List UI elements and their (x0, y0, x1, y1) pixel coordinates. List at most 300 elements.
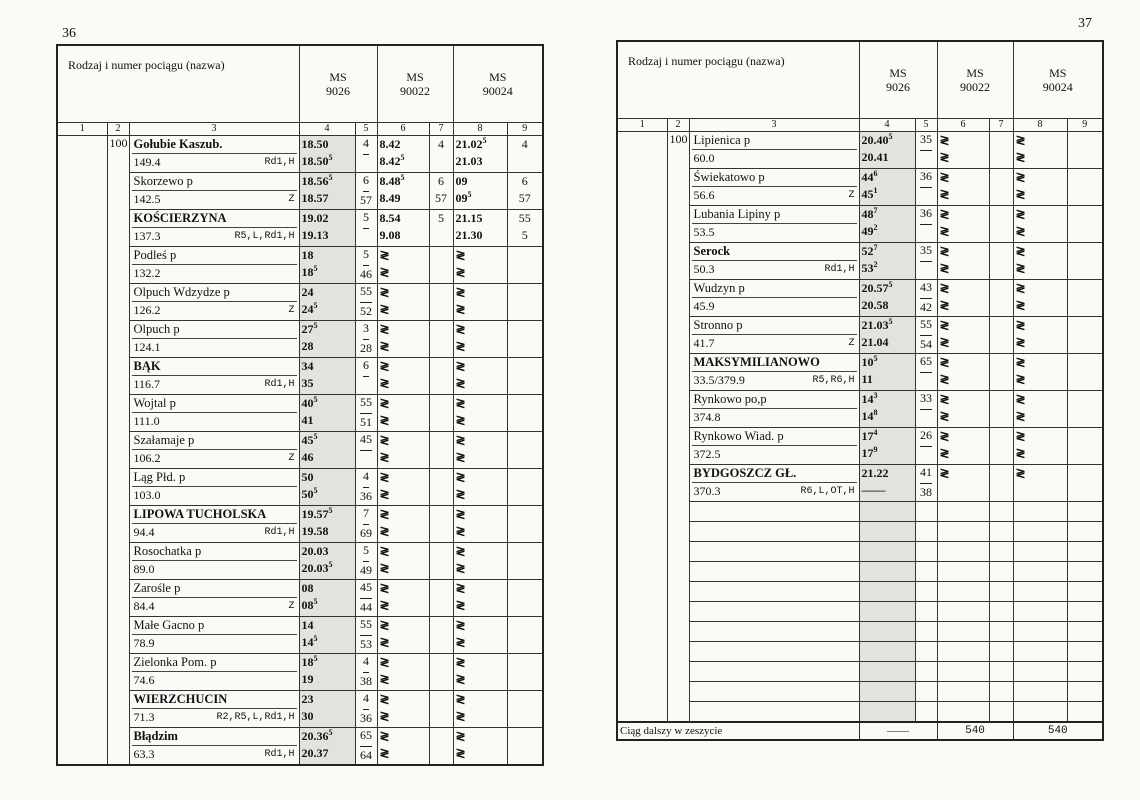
platform-9026 (915, 428, 937, 465)
platform-value (992, 317, 1011, 334)
arrival-time-value: 14 (301, 618, 314, 632)
platform-value (1070, 428, 1101, 445)
departure-time-sup: 5 (313, 264, 318, 273)
departure-time (380, 634, 427, 651)
departure-time (940, 334, 987, 351)
departure-time-value: ≷ (455, 265, 466, 279)
time-90022 (937, 280, 989, 317)
platform-value-value: 5 (363, 543, 370, 557)
departure-time-value: ≷ (1015, 446, 1026, 460)
arrival-time (456, 432, 505, 449)
empty-cell (915, 542, 937, 562)
time-9026 (299, 247, 355, 284)
arrival-time (862, 465, 913, 482)
empty-cell (915, 562, 937, 582)
platform-value (920, 244, 932, 262)
time-90024 (453, 395, 507, 432)
platform-value-value: 4 (363, 469, 370, 483)
timetable-right (616, 40, 1104, 741)
platform-value (432, 671, 451, 688)
departure-time (456, 264, 505, 281)
platform-value (432, 173, 451, 190)
platform-value (510, 190, 541, 207)
platform-value (918, 447, 935, 464)
time-90024 (453, 358, 507, 395)
departure-time (940, 149, 987, 166)
departure-time-value: 18.50 (301, 154, 329, 168)
platform-value (432, 412, 451, 429)
departure-time-value: ≷ (939, 224, 950, 238)
empty-row (617, 682, 1103, 702)
arrival-time-value: ≷ (455, 248, 466, 262)
column-number: 5 (915, 119, 937, 132)
arrival-time (380, 506, 427, 523)
empty-cell (1013, 582, 1067, 602)
platform-value (363, 507, 369, 525)
platform-value (432, 449, 451, 466)
departure-time (380, 375, 427, 392)
empty-cell (689, 622, 859, 642)
empty-cell (989, 682, 1013, 702)
station-cell (689, 428, 859, 465)
arrival-time-value: 8.42 (379, 137, 401, 151)
time-90024 (1013, 354, 1067, 391)
right-page (570, 0, 1140, 800)
arrival-time-sup: 5 (328, 506, 333, 515)
station-code: R5,R6,H (812, 375, 855, 386)
time-90022 (377, 654, 429, 691)
platform-value (510, 634, 541, 651)
station-km-row (132, 265, 297, 282)
platform-90022 (989, 465, 1013, 502)
arrival-time-value: ≷ (939, 429, 950, 443)
arrival-time-value: ≷ (939, 133, 950, 147)
station-km: 106.2 (133, 451, 161, 465)
arrival-time-value: ≷ (455, 655, 466, 669)
platform-value (918, 225, 935, 242)
platform-value (510, 469, 541, 486)
platform-value-value: 4 (521, 137, 528, 151)
empty-cell (1013, 562, 1067, 582)
platform-value-value: 44 (360, 600, 373, 614)
platform-value-value: 36 (920, 169, 933, 183)
platform-value (510, 210, 541, 227)
platform-value (918, 484, 935, 501)
arrival-time (456, 321, 505, 338)
arrival-time (302, 469, 353, 486)
arrival-time-value: ≷ (379, 507, 390, 521)
station-km: 84.4 (133, 599, 155, 613)
platform-value (1070, 391, 1101, 408)
empty-cell (689, 642, 859, 662)
platform-90024 (1067, 354, 1103, 391)
platform-90022 (429, 284, 453, 321)
time-90022 (937, 317, 989, 354)
station-km: 50.3 (693, 262, 715, 276)
column-number: 6 (377, 123, 429, 136)
platform-value (510, 745, 541, 762)
departure-time (1016, 149, 1065, 166)
platform-90024 (507, 691, 543, 728)
platform-value (918, 410, 935, 427)
arrival-time (456, 654, 505, 671)
arrival-time-sup: 7 (873, 243, 878, 252)
station-name: WIERZCHUCIN (132, 691, 297, 709)
departure-time-value: 35 (301, 376, 314, 390)
time-90024 (453, 728, 507, 766)
departure-time-value: 08 (301, 598, 314, 612)
platform-9026 (355, 210, 377, 247)
departure-time (302, 375, 353, 392)
arrival-time (302, 210, 353, 227)
platform-value (432, 321, 451, 338)
departure-time-sup: 5 (313, 486, 318, 495)
empty-cell (689, 702, 859, 723)
column-number: 3 (129, 123, 299, 136)
arrival-time-value: ≷ (1015, 281, 1026, 295)
empty-cell (915, 662, 937, 682)
platform-90022 (429, 321, 453, 358)
station-km: 53.5 (693, 225, 715, 239)
train-header: MS 90024 (1013, 41, 1103, 119)
line-number: 100 (667, 132, 689, 723)
empty-cell (1013, 502, 1067, 522)
departure-time (302, 560, 353, 577)
station-km: 103.0 (133, 488, 161, 502)
arrival-time (456, 543, 505, 560)
departure-time-value: ≷ (455, 561, 466, 575)
station-cell (129, 543, 299, 580)
platform-value (432, 580, 451, 597)
platform-value (920, 318, 932, 336)
station-row (57, 247, 543, 284)
column-number: 7 (989, 119, 1013, 132)
arrival-time-value: 18.50 (301, 137, 329, 151)
departure-time (1016, 408, 1065, 425)
departure-time-value: ≷ (379, 487, 390, 501)
departure-time (380, 708, 427, 725)
departure-time-value: ≷ (455, 746, 466, 760)
time-90024 (453, 543, 507, 580)
empty-row (617, 642, 1103, 662)
train-header: MS 9026 (299, 45, 377, 123)
time-9026 (299, 617, 355, 654)
time-90022 (377, 432, 429, 469)
time-9026 (299, 580, 355, 617)
departure-time-value: 28 (301, 339, 314, 353)
platform-9026 (355, 247, 377, 284)
empty-cell (937, 682, 989, 702)
platform-value-value: 49 (360, 563, 373, 577)
arrival-time-sup: 5 (888, 132, 893, 141)
time-90024 (453, 136, 507, 173)
departure-time-value: 19.58 (301, 524, 329, 538)
station-cell (689, 391, 859, 428)
departure-time-value: ≷ (1015, 224, 1026, 238)
station-km-row (692, 335, 857, 352)
platform-value (363, 322, 369, 340)
station-name: BYDGOSZCZ GŁ. (692, 465, 857, 483)
departure-time (940, 260, 987, 277)
arrival-time-value: ≷ (455, 285, 466, 299)
departure-time (1016, 260, 1065, 277)
platform-value (510, 691, 541, 708)
arrival-time-value: ≷ (455, 618, 466, 632)
departure-time-value: 41 (301, 413, 314, 427)
time-9026 (299, 506, 355, 543)
departure-time-value: 21.30 (455, 228, 483, 242)
platform-value (432, 708, 451, 725)
column-number: 2 (107, 123, 129, 136)
station-name: Serock (692, 243, 857, 261)
platform-value (360, 581, 372, 599)
arrival-time (380, 321, 427, 338)
station-code: Rd1,H (264, 157, 295, 168)
arrival-time (302, 432, 353, 449)
empty-row (617, 542, 1103, 562)
station-cell (689, 354, 859, 391)
arrival-time-value: ≷ (379, 396, 390, 410)
station-km-row (692, 187, 857, 204)
time-90022 (377, 173, 429, 210)
platform-90024 (507, 469, 543, 506)
station-name: LIPOWA TUCHOLSKA (132, 506, 297, 524)
platform-value (1070, 408, 1101, 425)
platform-value-value: 5 (438, 211, 445, 225)
timetable-left (56, 44, 544, 766)
departure-time-value: ≷ (455, 376, 466, 390)
platform-value (432, 301, 451, 318)
station-row (617, 391, 1103, 428)
platform-value-value: 36 (360, 711, 373, 725)
platform-90022 (429, 506, 453, 543)
time-9026 (859, 428, 915, 465)
station-km: 89.0 (133, 562, 155, 576)
arrival-time (380, 543, 427, 560)
station-km-row (132, 302, 297, 319)
arrival-time-value: 14 (861, 392, 874, 406)
column-number-row (57, 123, 543, 136)
time-90022 (937, 428, 989, 465)
departure-time (302, 486, 353, 503)
platform-value-value: 5 (521, 228, 528, 242)
departure-time-value: 17 (861, 446, 874, 460)
empty-cell (859, 582, 915, 602)
station-km: 63.3 (133, 747, 155, 761)
empty-row (617, 582, 1103, 602)
station-cell (689, 169, 859, 206)
departure-time (1016, 334, 1065, 351)
arrival-time (380, 247, 427, 264)
platform-90022 (989, 169, 1013, 206)
empty-cell (859, 662, 915, 682)
station-row (57, 506, 543, 543)
empty-cell (859, 622, 915, 642)
station-name: MAKSYMILIANOWO (692, 354, 857, 372)
platform-value (510, 671, 541, 688)
station-row (57, 728, 543, 766)
platform-90024 (1067, 280, 1103, 317)
platform-value (510, 173, 541, 190)
arrival-time (940, 317, 987, 334)
station-cell (129, 617, 299, 654)
station-km-row (132, 228, 297, 245)
time-90024 (453, 173, 507, 210)
arrival-time (1016, 465, 1065, 482)
station-km: 126.2 (133, 303, 161, 317)
platform-value (363, 692, 369, 710)
platform-value-value: 69 (360, 526, 373, 540)
arrival-time-value: ≷ (939, 170, 950, 184)
arrival-time (380, 358, 427, 375)
departure-time-value: ≷ (939, 335, 950, 349)
empty-cell (689, 522, 859, 542)
departure-time (940, 371, 987, 388)
arrival-time-sup: 5 (482, 136, 487, 145)
departure-time (380, 264, 427, 281)
time-9026 (299, 321, 355, 358)
departure-time-value: 18 (301, 265, 314, 279)
departure-time (862, 445, 913, 462)
platform-9026 (915, 354, 937, 391)
time-90022 (937, 169, 989, 206)
empty-cell (915, 602, 937, 622)
departure-time-value: 21.03 (455, 154, 483, 168)
station-km-row (692, 372, 857, 389)
time-90024 (1013, 243, 1067, 280)
platform-value-value: 51 (360, 415, 373, 429)
platform-value (992, 354, 1011, 371)
platform-90022 (989, 243, 1013, 280)
station-km: 132.2 (133, 266, 161, 280)
time-9026 (859, 317, 915, 354)
empty-cell (859, 642, 915, 662)
time-90022 (377, 728, 429, 766)
arrival-time-value: 8.54 (379, 211, 401, 225)
platform-value-value: 5 (363, 247, 370, 261)
station-cell (129, 284, 299, 321)
platform-value (510, 654, 541, 671)
arrival-time-value: ≷ (939, 207, 950, 221)
platform-value (992, 482, 1011, 499)
time-90024 (1013, 169, 1067, 206)
departure-time (456, 560, 505, 577)
empty-cell (1013, 662, 1067, 682)
platform-value (918, 262, 935, 279)
station-km-row (692, 261, 857, 278)
station-row (617, 169, 1103, 206)
empty-row (617, 502, 1103, 522)
empty-cell (937, 582, 989, 602)
column-number: 7 (429, 123, 453, 136)
platform-value (992, 206, 1011, 223)
station-km-row (132, 561, 297, 578)
platform-value (360, 729, 372, 747)
platform-value (1070, 260, 1101, 277)
station-cell (689, 206, 859, 243)
empty-cell (859, 682, 915, 702)
platform-value-value: 64 (360, 748, 373, 762)
arrival-time (302, 728, 353, 745)
station-name: Zarośle p (132, 580, 297, 598)
column-number: 9 (507, 123, 543, 136)
platform-value (358, 747, 375, 764)
platform-9026 (915, 280, 937, 317)
platform-value (510, 395, 541, 412)
departure-time-value: ≷ (379, 524, 390, 538)
departure-time-sup: 1 (873, 186, 878, 195)
empty-cell (1067, 662, 1103, 682)
station-code: Z (848, 190, 855, 201)
departure-time (380, 412, 427, 429)
departure-time (302, 634, 353, 651)
departure-time (862, 371, 913, 388)
station-km-row (692, 483, 857, 500)
platform-90022 (429, 210, 453, 247)
arrival-time (456, 247, 505, 264)
arrival-time-value: 20.36 (301, 729, 329, 743)
empty-cell (859, 502, 915, 522)
arrival-time (940, 206, 987, 223)
platform-value (432, 227, 451, 244)
platform-value (918, 151, 935, 168)
platform-9026 (915, 465, 937, 502)
departure-time (940, 297, 987, 314)
arrival-time-value: ≷ (1015, 355, 1026, 369)
platform-value (1070, 297, 1101, 314)
arrival-time-value: ≷ (1015, 170, 1026, 184)
departure-time (862, 297, 913, 314)
column-number: 9 (1067, 119, 1103, 132)
time-90024 (453, 432, 507, 469)
arrival-time-value: 45 (301, 433, 314, 447)
station-cell (129, 432, 299, 469)
station-code: Rd1,H (824, 264, 855, 275)
station-code: Rd1,H (264, 749, 295, 760)
departure-time (380, 560, 427, 577)
platform-90022 (429, 580, 453, 617)
arrival-time (380, 136, 427, 153)
platform-value-value: 54 (920, 337, 933, 351)
departure-time (456, 338, 505, 355)
platform-value (432, 469, 451, 486)
station-km: 370.3 (693, 484, 721, 498)
departure-time-value: 18.57 (301, 191, 329, 205)
empty-row (617, 522, 1103, 542)
departure-time-value: ≷ (939, 187, 950, 201)
arrival-time (940, 132, 987, 149)
arrival-time-sup: 6 (873, 169, 878, 178)
empty-cell (937, 502, 989, 522)
station-code (295, 672, 297, 689)
platform-value (920, 429, 932, 447)
time-9026 (299, 210, 355, 247)
footer-label: Ciąg dalszy w zeszycie (617, 722, 859, 740)
footer-row (617, 722, 1103, 740)
time-90022 (377, 358, 429, 395)
arrival-time-value: 50 (301, 470, 314, 484)
empty-cell (989, 522, 1013, 542)
column-number: 4 (859, 119, 915, 132)
station-km: 124.1 (133, 340, 161, 354)
platform-value (432, 153, 451, 170)
station-km-row (132, 450, 297, 467)
arrival-time-value: 8.48 (379, 174, 401, 188)
platform-value (360, 618, 372, 636)
platform-value-value: 33 (920, 391, 933, 405)
arrival-time-sup: 5 (313, 321, 318, 330)
station-code: Z (288, 601, 295, 612)
